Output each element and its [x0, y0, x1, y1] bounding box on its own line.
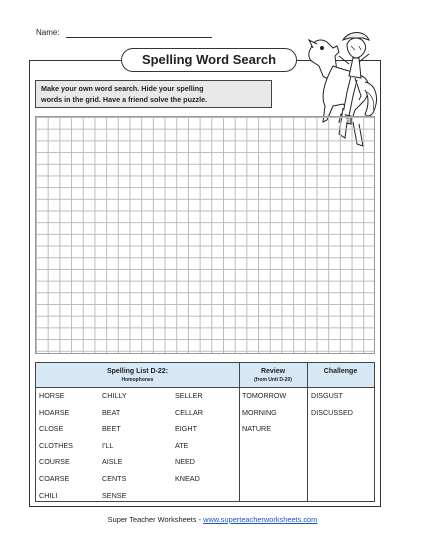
- list-item: DISGUST: [311, 391, 343, 400]
- list-item: DISCUSSED: [311, 407, 353, 417]
- challenge-header: [307, 367, 374, 376]
- footer-link[interactable]: www.superteacherworksheets.com: [203, 515, 318, 524]
- spelling-list-header: [36, 367, 239, 385]
- column-divider: [307, 363, 308, 501]
- list-item: CLOSE: [39, 424, 64, 434]
- list-item: SENSE: [102, 490, 127, 500]
- list-item: EIGHT: [175, 424, 197, 434]
- list-item: BEET: [102, 424, 121, 434]
- instructions-line-1: Make your own word search. Hide your spelling: [41, 84, 204, 93]
- instructions-box: [35, 80, 272, 108]
- list-item: KNEAD: [175, 473, 200, 483]
- review-subtitle: (from Unit D-20): [254, 377, 292, 383]
- spelling-list-table: [35, 362, 375, 502]
- list-item: BEAT: [102, 407, 121, 417]
- list-item: NEED: [175, 457, 195, 467]
- review-header: [239, 367, 307, 385]
- footer: [0, 515, 425, 524]
- spelling-column-3: [175, 388, 237, 488]
- list-item: CHILI: [39, 490, 58, 500]
- list-item: CELLAR: [175, 407, 203, 417]
- footer-text: Super Teacher Worksheets -: [107, 515, 204, 524]
- review-title: Review: [260, 368, 286, 375]
- list-item: I'LL: [102, 440, 114, 450]
- word-search-grid[interactable]: [35, 116, 375, 354]
- spelling-list-subtitle: Homophones: [121, 377, 154, 383]
- list-item: AISLE: [102, 457, 123, 467]
- list-item: CHILLY: [102, 391, 127, 400]
- list-item: HOARSE: [39, 407, 70, 417]
- spelling-column-1: [39, 388, 101, 504]
- list-item: COURSE: [39, 457, 70, 467]
- instructions-line-2: words in the grid. Have a friend solve the puzzle.: [41, 95, 208, 104]
- name-label: Name:: [36, 28, 60, 37]
- list-item: ATE: [175, 440, 189, 450]
- list-item: COARSE: [39, 473, 70, 483]
- spelling-column-2: [102, 388, 172, 504]
- challenge-column: [311, 388, 373, 421]
- review-column: [242, 388, 306, 438]
- list-item: CENTS: [102, 473, 127, 483]
- spelling-list-title: Spelling List D-22:: [106, 368, 169, 375]
- list-item: TOMORROW: [242, 391, 287, 400]
- list-item: MORNING: [242, 407, 277, 417]
- page-title: Spelling Word Search: [121, 48, 297, 72]
- list-item: SELLER: [175, 391, 203, 400]
- list-item: NATURE: [242, 424, 272, 434]
- challenge-title: Challenge: [323, 368, 358, 375]
- list-item: CLOTHES: [39, 440, 73, 450]
- list-item: HORSE: [39, 391, 65, 400]
- name-line[interactable]: [66, 37, 212, 38]
